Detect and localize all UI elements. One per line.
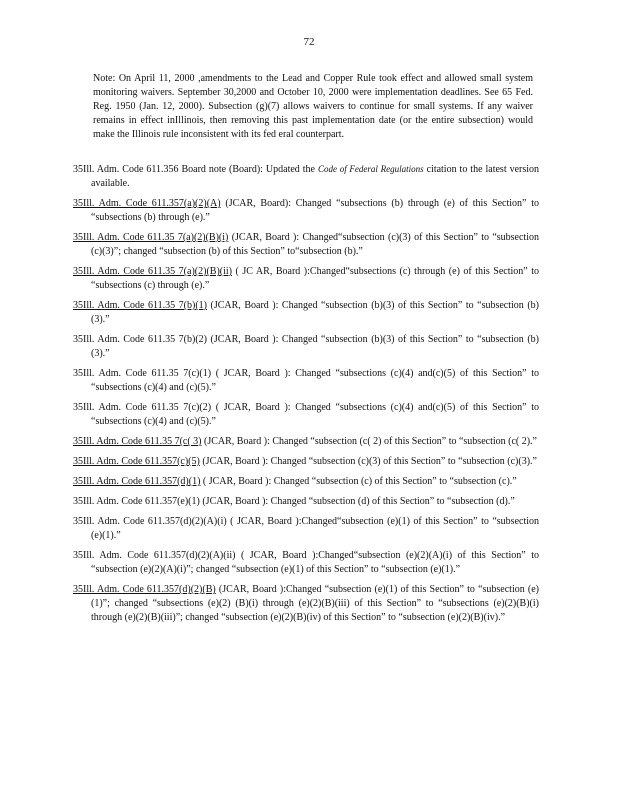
entry-text: citation to the latest version available. xyxy=(91,164,540,189)
change-entry xyxy=(73,583,539,625)
entry-citation: 35Ill. Adm. Code 611.35 7(a)(2)(B)(i) xyxy=(73,232,229,243)
page-number: 72 xyxy=(303,36,315,48)
change-entry xyxy=(73,495,539,509)
entry-text: ( JCAR, Board ): Changed “subsection (c) of this Section” to “subsection (c).” xyxy=(200,476,517,487)
entry-citation: 35Ill. Adm. Code 611.35 7(b)(2) xyxy=(73,334,207,345)
change-entry xyxy=(73,367,539,395)
change-entry xyxy=(73,162,539,191)
change-entry xyxy=(73,515,539,543)
entry-text: (JCAR, Board): Changed “subsections (b) through (e) of this Section” to “subsections (b) through (e).” xyxy=(91,198,540,223)
entry-text: ( JCAR, Board ): Changed “subsections (c)(4) and(c)(5) of this Section” to “subsections (c)(4) and (c)(5).” xyxy=(91,402,539,427)
entry-citation: 35Ill. Adm. Code 611.35 7(a)(2)(B)(ii) xyxy=(73,266,232,277)
entry-citation: 35Ill. Adm. Code 611.357(d)(2)(B) xyxy=(73,584,216,595)
change-entry xyxy=(73,231,539,259)
change-list xyxy=(73,162,539,631)
entry-citation: 35Ill. Adm. Code 611.356 Board note (Board): xyxy=(73,164,263,175)
entry-text: ( JC AR, Board ):Changed“subsections (c) through (e) of this Section” to “subsections (c) through (e).” xyxy=(91,266,539,291)
entry-text: (JCAR, Board ): Changed“subsection (c)(3) of this Section” to “subsection (c)(3)”; changed “subsection (b) of this Section” to“subsection (b).” xyxy=(91,232,539,257)
entry-italic-title: Code of Federal Regulations xyxy=(317,164,424,174)
entry-citation: 35Ill. Adm. Code 611.357(a)(2)(A) xyxy=(73,198,221,209)
change-entry xyxy=(73,455,539,469)
entry-citation: 35Ill. Adm. Code 611.357(c)(5) xyxy=(73,456,200,467)
entry-text: (JCAR, Board ): Changed “subsection (c)(3) of this Section” to “subsection (c)(3).” xyxy=(199,456,537,467)
entry-text: (JCAR, Board ): Changed “subsection (d) of this Section” to “subsection (d).” xyxy=(199,496,515,507)
entry-text: ( JCAR, Board ):Changed“subsection (e)(2)(A)(i) of this Section” to “subsection (e)(2)(A)(i)”; changed “subsection (e)(1) of this Section” to “subsection (e)(1).” xyxy=(91,550,539,575)
entry-citation: 35Ill. Adm. Code 611.35 7(b)(1) xyxy=(73,300,207,311)
change-entry xyxy=(73,549,539,577)
entry-citation: 35Ill. Adm. Code 611.357(d)(2)(A)(i) xyxy=(73,516,227,527)
change-entry xyxy=(73,197,539,225)
entry-text: (JCAR, Board ): Changed “subsection (c( 2) of this Section” to “subsection (c( 2).” xyxy=(201,436,537,447)
entry-citation: 35Ill. Adm. Code 611.357(d)(2)(A)(ii) xyxy=(73,550,236,561)
change-entry xyxy=(73,401,539,429)
entry-citation: 35Ill. Adm. Code 611.35 7(c)(1) xyxy=(73,368,212,379)
entry-citation: 35Ill. Adm. Code 611.357(d)(1) xyxy=(73,476,201,487)
entry-text: ( JCAR, Board ): Changed “subsections (c)(4) and(c)(5) of this Section” to “subsections (c)(4) and (c)(5).” xyxy=(91,368,539,393)
change-entry xyxy=(73,475,539,489)
change-entry xyxy=(73,333,539,361)
change-entry xyxy=(73,435,539,449)
entry-citation: 35Ill. Adm. Code 611.357(e)(1) xyxy=(73,496,200,507)
change-entry xyxy=(73,265,539,293)
entry-text: Updated the xyxy=(262,164,318,175)
entry-text: (JCAR, Board ): Changed “subsection (b)(3) of this Section” to “subsection (b)(3).” xyxy=(91,334,539,359)
entry-text: ( JCAR, Board ):Changed“subsection (e)(1) of this Section” to “subsection (e)(1).” xyxy=(91,516,540,541)
entry-text: (JCAR, Board ):Changed “subsection (e)(1) of this Section” to “subsection (e)(1)”; changed “subsections (e)(2) (B)(i) through (e)(2)(B)(iii) of this Section” to “subsections (e)(2)(B)(i) through (e)(2)(B)(iii)”; changed “subsection (e)(2)(B)(iv) of this Section” to “subsection (e)(2)(B)(iv).” xyxy=(91,584,539,623)
entry-citation: 35Ill. Adm. Code 611.35 7(c)(2) xyxy=(73,402,212,413)
change-entry xyxy=(73,299,539,327)
note-paragraph: Note: On April 11, 2000 ,amendments to the Lead and Copper Rule took effect and allowed small system monitoring waivers. September 30,2000 and October 10, 2000 were implementation deadlines. See 65 Fed. Reg. 1950 (Jan. 12, 2000). Subsection (g)(7) allows waivers to continue for small systems. If any waiver remains in effect inIllinois, then removing this past implementation date (or the entire subsection) would make the Illinois rule inconsistent with its fed eral counterpart. xyxy=(93,73,533,140)
entry-text: (JCAR, Board ): Changed “subsection (b)(3) of this Section” to “subsection (b)(3).” xyxy=(91,300,539,325)
entry-citation: 35Ill. Adm. Code 611.35 7(c( 3) xyxy=(73,436,202,447)
